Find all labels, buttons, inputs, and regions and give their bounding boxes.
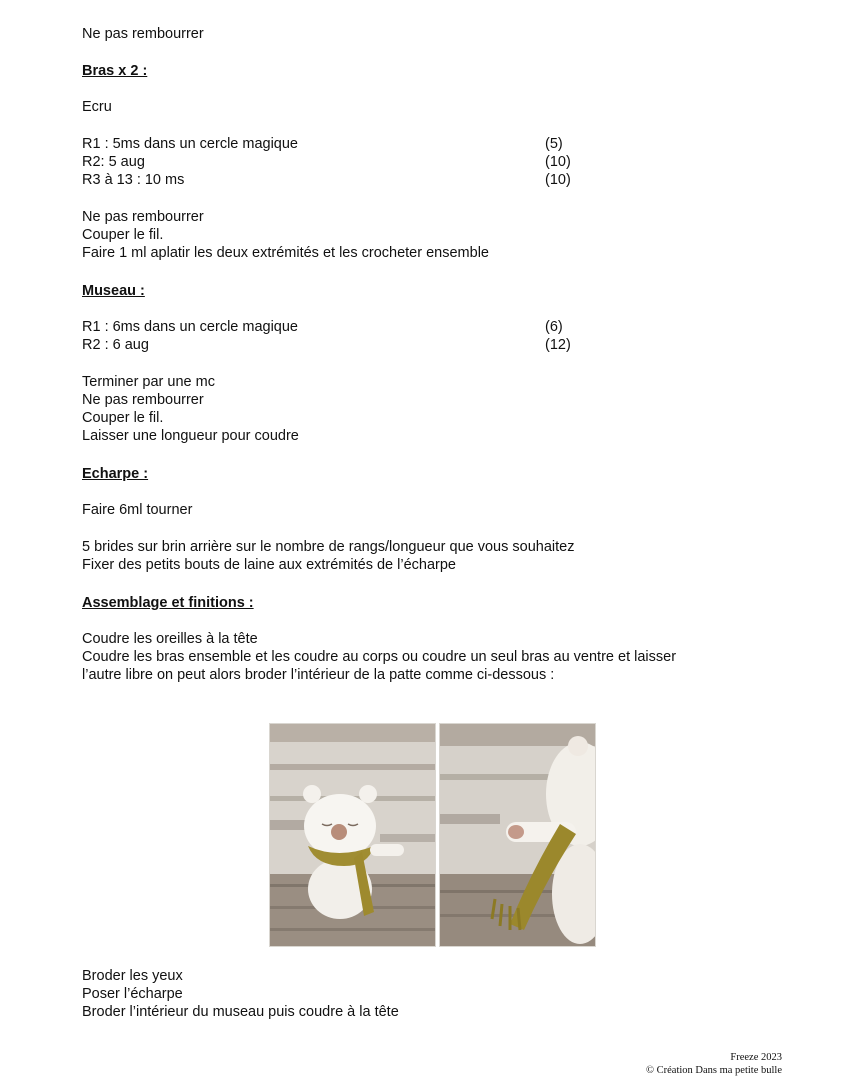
footer [646,1051,782,1077]
heading-echarpe: Echarpe : [82,466,149,482]
bras-note-1: Ne pas rembourrer [82,209,204,225]
museau-row-1-count: (6) [545,319,563,335]
finish-line-2: Poser l’écharpe [82,986,183,1002]
bear-side-illustration [440,724,595,946]
museau-note-1: Terminer par une mc [82,374,215,390]
museau-row-2-count: (12) [545,337,571,353]
heading-assemblage: Assemblage et finitions : [82,595,254,611]
assemblage-line-2: Coudre les bras ensemble et les coudre au corps ou coudre un seul bras au ventre et laisser [82,649,677,665]
bras-row-2-count: (10) [545,154,571,170]
bras-row-1: R1 : 5ms dans un cercle magique [82,136,298,152]
bras-row-3-count: (10) [545,172,571,188]
finish-line-1: Broder les yeux [82,968,183,984]
echarpe-line-3: Fixer des petits bouts de laine aux extrémités de l’écharpe [82,557,456,573]
museau-row-1: R1 : 6ms dans un cercle magique [82,319,298,335]
bras-note-3: Faire 1 ml aplatir les deux extrémités et les crocheter ensemble [82,245,489,261]
bear-front-illustration [270,724,435,946]
bras-note-2: Couper le fil. [82,227,164,243]
heading-bras: Bras x 2 : [82,63,148,79]
echarpe-line-2: 5 brides sur brin arrière sur le nombre de rangs/longueur que vous souhaitez [82,539,575,555]
bras-row-3: R3 à 13 : 10 ms [82,172,185,188]
echarpe-line-1: Faire 6ml tourner [82,502,193,518]
bras-color: Ecru [82,99,112,115]
museau-note-3: Couper le fil. [82,410,164,426]
assemblage-line-1: Coudre les oreilles à la tête [82,631,258,647]
museau-note-2: Ne pas rembourrer [82,392,204,408]
assemblage-line-3: l’autre libre on peut alors broder l’intérieur de la patte comme ci-dessous : [82,667,555,683]
footer-title: Freeze 2023 [730,1052,782,1063]
intro-text: Ne pas rembourrer [82,26,204,42]
bras-row-1-count: (5) [545,136,563,152]
finish-line-3: Broder l’intérieur du museau puis coudre à la tête [82,1004,399,1020]
photo-bear-side [439,723,596,947]
bras-row-2: R2: 5 aug [82,154,145,170]
footer-copyright: © Création Dans ma petite bulle [646,1065,782,1076]
photo-bear-front [269,723,436,947]
museau-note-4: Laisser une longueur pour coudre [82,428,299,444]
heading-museau: Museau : [82,283,145,299]
museau-row-2: R2 : 6 aug [82,337,149,353]
